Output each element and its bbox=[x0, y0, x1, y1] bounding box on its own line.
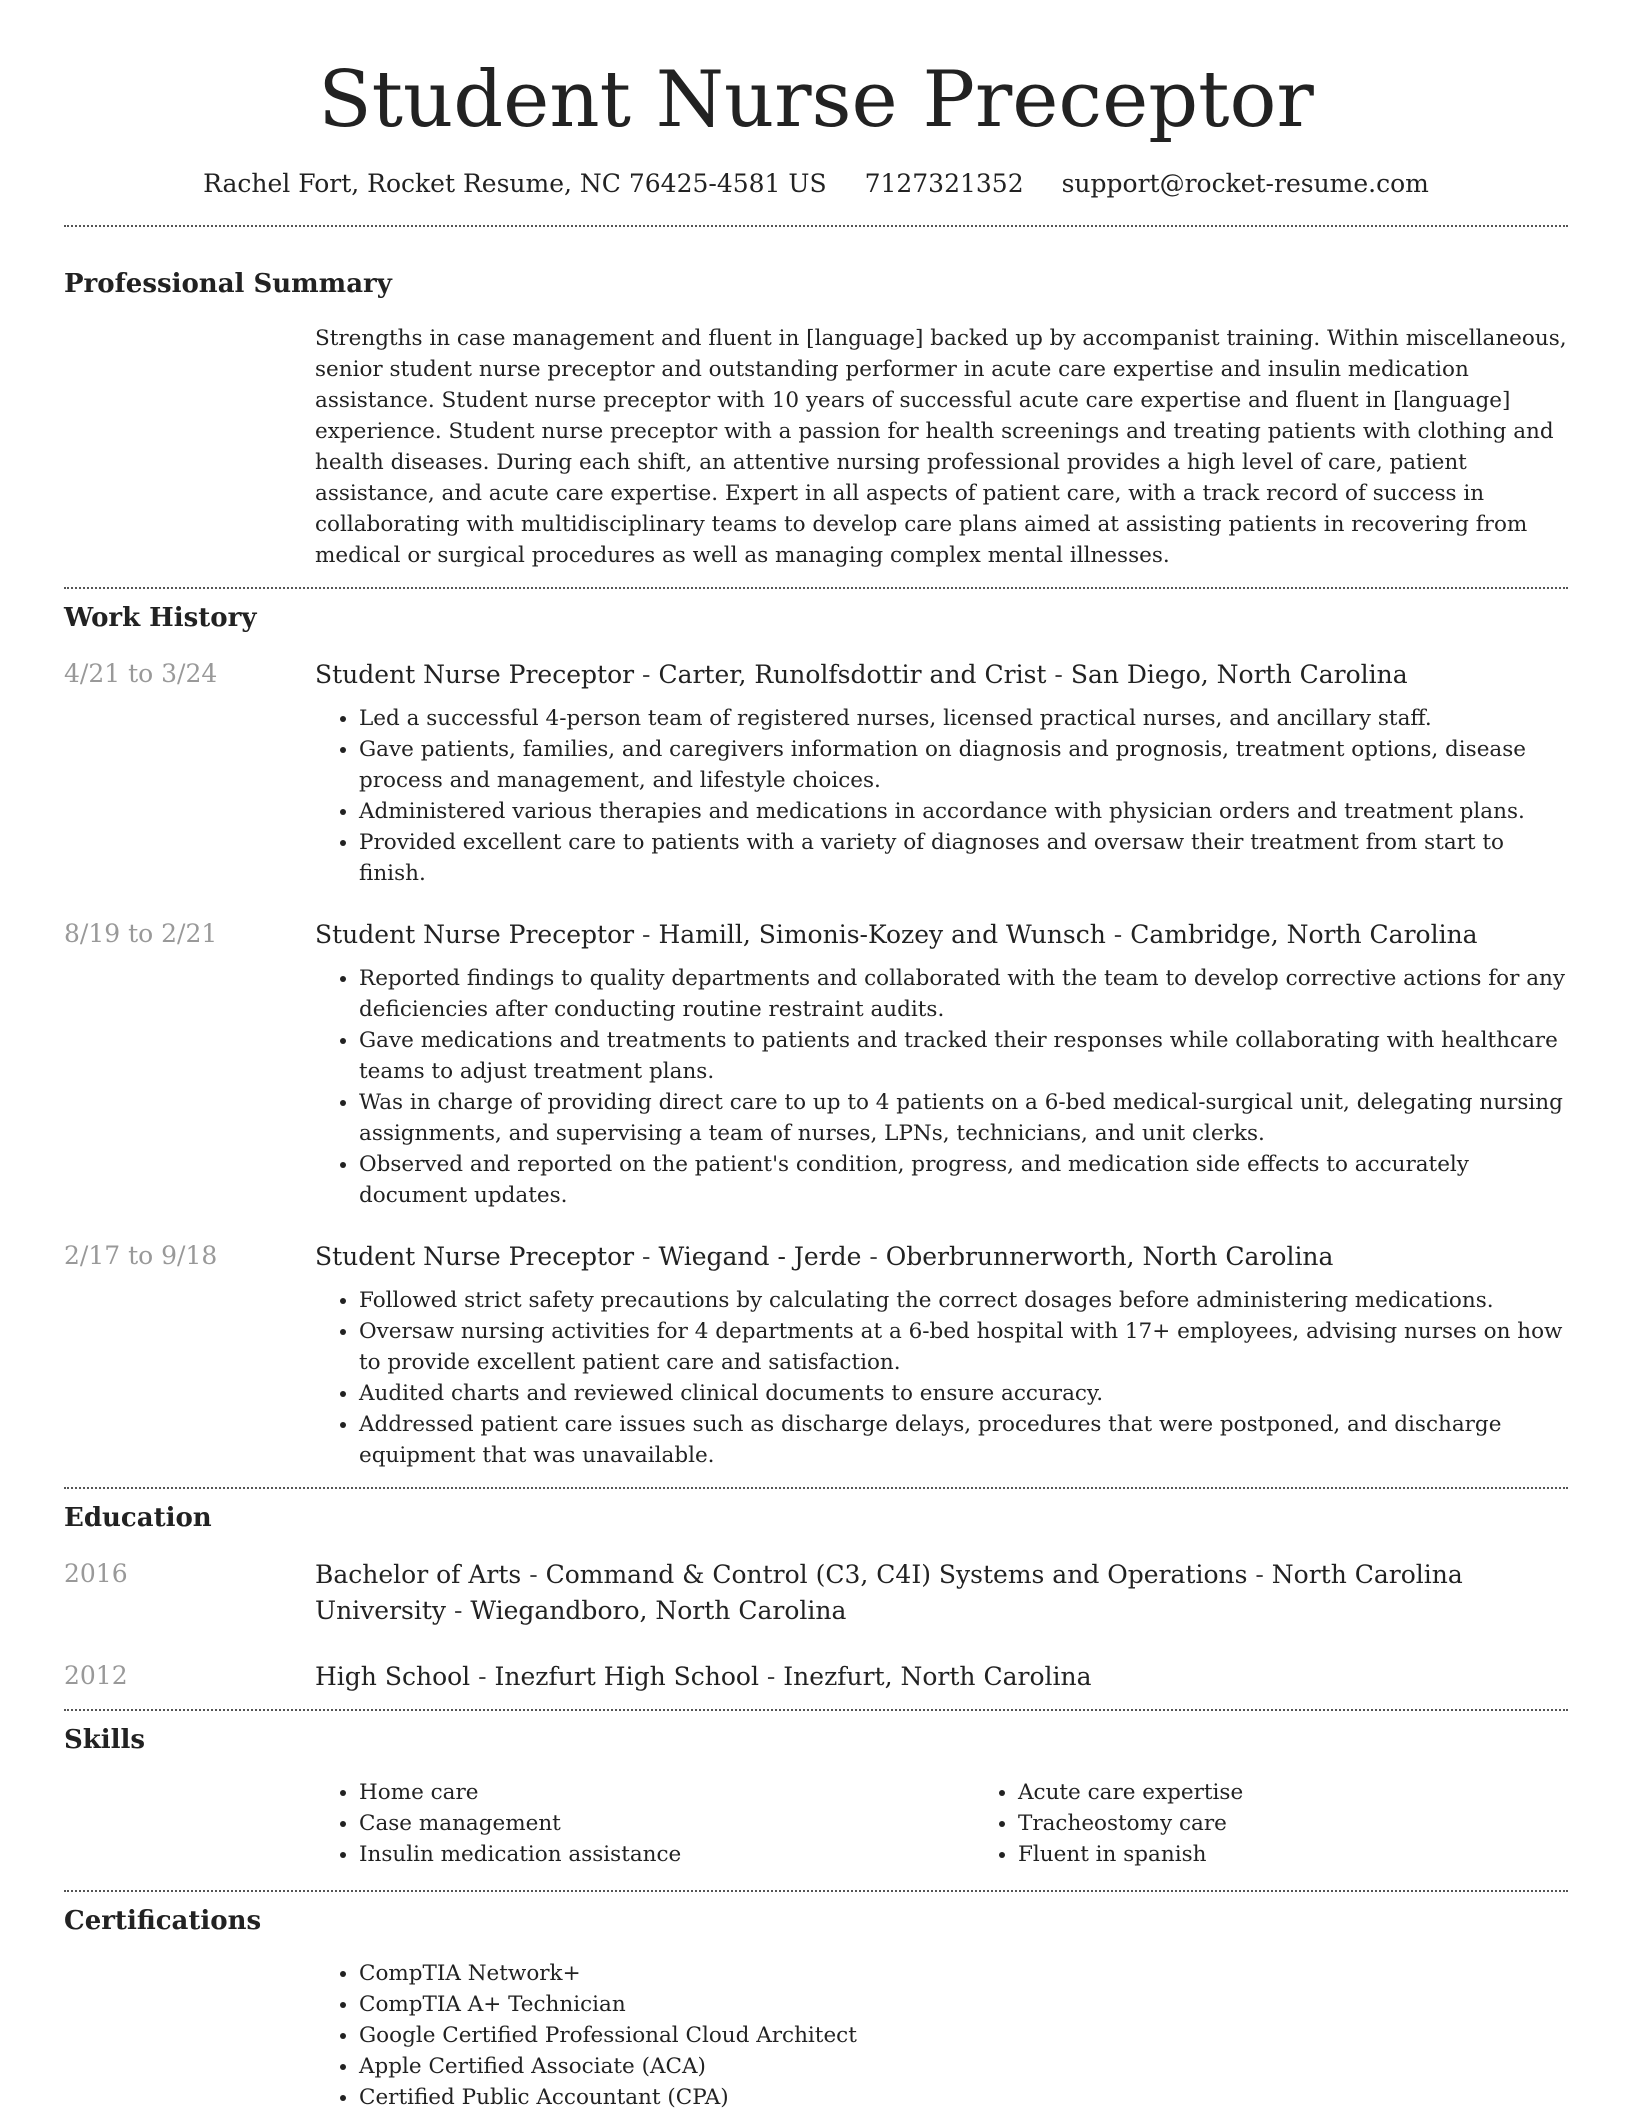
education-location: Inezfurt, North Carolina bbox=[783, 1662, 1092, 1691]
skills-list bbox=[315, 1777, 974, 1870]
education-year: 2012 bbox=[64, 1661, 128, 1690]
list-item: • Audited charts and reviewed clinical documents to ensure accuracy. bbox=[359, 1378, 1568, 1409]
job-dates: 4/21 to 3/24 bbox=[64, 659, 218, 688]
job-bullets bbox=[315, 1285, 1568, 1471]
list-item: • Followed strict safety precautions by calculating the correct dosages before administering medications. bbox=[359, 1285, 1568, 1316]
contact-phone: 7127321352 bbox=[864, 169, 1024, 198]
education-heading: Bachelor of Arts - Command & Control (C3, C4I) Systems and Operations - North Carolina University - Wiegandboro, North Carolina bbox=[315, 1560, 1463, 1625]
divider bbox=[64, 1487, 1568, 1489]
job-entry bbox=[64, 657, 1568, 889]
list-item: • Led a successful 4-person team of registered nurses, licensed practical nurses, and ancillary staff. bbox=[359, 703, 1568, 734]
list-item: • Apple Certified Associate (ACA) bbox=[359, 2051, 1568, 2082]
list-item: • Tracheostomy care bbox=[1018, 1808, 1632, 1839]
summary-text: Strengths in case management and fluent in [language] backed up by accompanist training. Within miscellaneous, senior student nurse preceptor and outstanding performer in acute care expertise and insulin medication assistance. Student nurse preceptor with 10 years of successful acute care expertise and fluent in [language] experience. Student nurse preceptor with a passion for health screenings and treating patients with clothing and health diseases. During each shift, an attentive nursing professional provides a high level of care, patient assistance, and acute care expertise. Expert in all aspects of patient care, with a track record of success in collaborating with multidisciplinary teams to develop care plans aimed at assisting patients in recovering from medical or surgical procedures as well as managing complex mental illnesses. bbox=[315, 326, 1567, 568]
job-heading: Student Nurse Preceptor - Hamill, Simonis-Kozey and Wunsch - Cambridge, North Carolina bbox=[315, 920, 1478, 949]
job-dates: 2/17 to 9/18 bbox=[64, 1241, 218, 1270]
divider bbox=[64, 1890, 1568, 1892]
list-item: • Addressed patient care issues such as discharge delays, procedures that were postponed, and discharge equipment that was unavailable. bbox=[359, 1409, 1568, 1471]
job-title: Student Nurse Preceptor bbox=[315, 660, 635, 689]
list-item: • Acute care expertise bbox=[1018, 1777, 1632, 1808]
section-title-work: Work History bbox=[64, 603, 257, 633]
contact-email: support@rocket-resume.com bbox=[1061, 169, 1429, 198]
education-location: Wiegandboro, North Carolina bbox=[470, 1596, 847, 1625]
job-heading: Student Nurse Preceptor - Wiegand - Jerde - Oberbrunnerworth, North Carolina bbox=[315, 1242, 1334, 1271]
skills-columns bbox=[315, 1777, 1632, 1870]
list-item: • Certified Public Accountant (CPA) bbox=[359, 2082, 1568, 2113]
job-location: Oberbrunnerworth, North Carolina bbox=[885, 1242, 1334, 1271]
contact-line bbox=[64, 167, 1568, 201]
job-heading: Student Nurse Preceptor - Carter, Runolfsdottir and Crist - San Diego, North Carolina bbox=[315, 660, 1408, 689]
education-entry bbox=[64, 1557, 1568, 1629]
divider bbox=[64, 587, 1568, 589]
list-item: • Oversaw nursing activities for 4 departments at a 6-bed hospital with 17+ employees, advising nurses on how to provide excellent patient care and satisfaction. bbox=[359, 1316, 1568, 1378]
education-school: North Carolina University bbox=[315, 1560, 1463, 1625]
list-item: • Home care bbox=[359, 1777, 974, 1808]
job-location: Cambridge, North Carolina bbox=[1130, 920, 1478, 949]
list-item: • Google Certified Professional Cloud Architect bbox=[359, 2020, 1568, 2051]
education-year: 2016 bbox=[64, 1559, 128, 1588]
job-dates: 8/19 to 2/21 bbox=[64, 919, 218, 948]
divider bbox=[64, 225, 1568, 227]
education-field: Command & Control (C3, C4I) Systems and Operations bbox=[545, 1560, 1248, 1589]
list-item: • Insulin medication assistance bbox=[359, 1839, 974, 1870]
job-entry bbox=[64, 1239, 1568, 1471]
certifications-row bbox=[64, 1958, 1568, 2113]
contact-address: Rachel Fort, Rocket Resume, NC 76425-4581 US bbox=[203, 169, 827, 198]
job-company: Hamill, Simonis-Kozey and Wunsch bbox=[658, 920, 1106, 949]
job-entry bbox=[64, 917, 1568, 1211]
divider bbox=[64, 1709, 1568, 1711]
list-item: • Gave medications and treatments to patients and tracked their responses while collaborating with healthcare teams to adjust treatment plans. bbox=[359, 1025, 1568, 1087]
job-location: San Diego, North Carolina bbox=[1070, 660, 1408, 689]
skills-list bbox=[974, 1777, 1632, 1870]
section-title-education: Education bbox=[64, 1503, 212, 1533]
list-item: • Administered various therapies and medications in accordance with physician orders and treatment plans. bbox=[359, 796, 1568, 827]
section-title-summary: Professional Summary bbox=[64, 269, 392, 299]
education-entry bbox=[64, 1659, 1568, 1695]
job-bullets bbox=[315, 703, 1568, 889]
list-item: • Case management bbox=[359, 1808, 974, 1839]
education-degree: Bachelor of Arts bbox=[315, 1560, 522, 1589]
certifications-list bbox=[315, 1958, 1568, 2113]
education-degree: High School bbox=[315, 1662, 471, 1691]
list-item: • Gave patients, families, and caregivers information on diagnosis and prognosis, treatment options, disease process and management, and lifestyle choices. bbox=[359, 734, 1568, 796]
list-item: • Fluent in spanish bbox=[1018, 1839, 1632, 1870]
list-item: • Provided excellent care to patients with a variety of diagnoses and oversaw their treatment from start to finish. bbox=[359, 827, 1568, 889]
list-item: • CompTIA Network+ bbox=[359, 1958, 1568, 1989]
job-title: Student Nurse Preceptor bbox=[315, 1242, 635, 1271]
job-bullets bbox=[315, 963, 1568, 1211]
summary-row bbox=[64, 323, 1568, 571]
education-heading: High School - Inezfurt High School - Inezfurt, North Carolina bbox=[315, 1662, 1092, 1691]
list-item: • CompTIA A+ Technician bbox=[359, 1989, 1568, 2020]
job-company: Carter, Runolfsdottir and Crist bbox=[658, 660, 1047, 689]
list-item: • Was in charge of providing direct care to up to 4 patients on a 6-bed medical-surgical unit, delegating nursing assignments, and supervising a team of nurses, LPNs, technicians, and unit clerks. bbox=[359, 1087, 1568, 1149]
skills-row bbox=[64, 1777, 1568, 1870]
job-company: Wiegand - Jerde bbox=[658, 1242, 862, 1271]
job-title: Student Nurse Preceptor bbox=[315, 920, 635, 949]
resume-title: Student Nurse Preceptor bbox=[318, 55, 1314, 145]
section-title-skills: Skills bbox=[64, 1725, 146, 1755]
education-school: Inezfurt High School bbox=[494, 1662, 759, 1691]
list-item: • Observed and reported on the patient's condition, progress, and medication side effects to accurately document updates. bbox=[359, 1149, 1568, 1211]
resume-page bbox=[64, 0, 1568, 2113]
section-title-certifications: Certifications bbox=[64, 1906, 262, 1936]
list-item: • Reported findings to quality departments and collaborated with the team to develop corrective actions for any deficiencies after conducting routine restraint audits. bbox=[359, 963, 1568, 1025]
